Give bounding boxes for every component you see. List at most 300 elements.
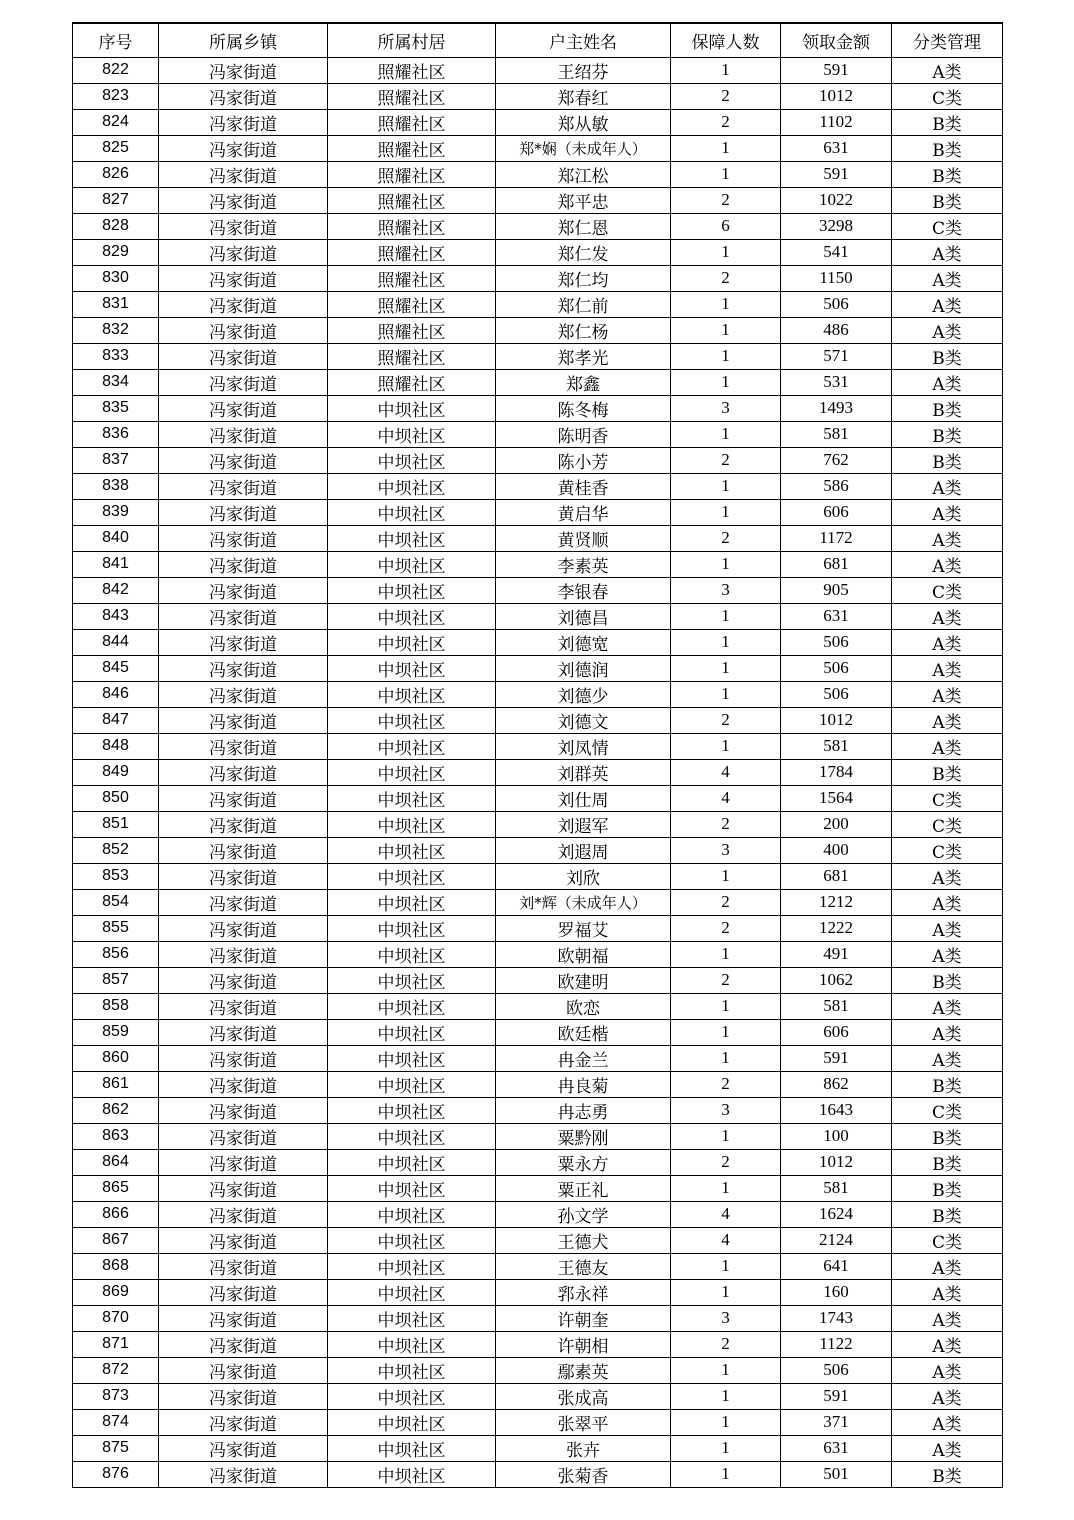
cell-seq: 871 [73,1331,159,1357]
cell-householder: 刘群英 [496,759,671,785]
cell-category: B类 [892,759,1003,785]
cell-village: 中坝社区 [328,1331,496,1357]
cell-township: 冯家街道 [159,473,328,499]
cell-covered-persons: 1 [671,473,781,499]
cell-township: 冯家街道 [159,733,328,759]
cell-householder: 刘遐军 [496,811,671,837]
table-row [73,1435,1003,1461]
cell-covered-persons: 4 [671,759,781,785]
cell-amount: 591 [781,57,892,83]
cell-township: 冯家街道 [159,1123,328,1149]
table-row [73,967,1003,993]
cell-amount: 591 [781,1383,892,1409]
cell-seq: 851 [73,811,159,837]
cell-seq: 852 [73,837,159,863]
cell-covered-persons: 1 [671,681,781,707]
cell-seq: 875 [73,1435,159,1461]
cell-covered-persons: 1 [671,1175,781,1201]
cell-covered-persons: 1 [671,941,781,967]
table-row [73,239,1003,265]
cell-category: B类 [892,447,1003,473]
cell-seq: 847 [73,707,159,733]
cell-village: 中坝社区 [328,551,496,577]
cell-amount: 1564 [781,785,892,811]
table-row [73,1097,1003,1123]
cell-amount: 1212 [781,889,892,915]
cell-category: A类 [892,1279,1003,1305]
cell-amount: 506 [781,291,892,317]
header-householder: 户主姓名 [496,23,671,57]
cell-category: B类 [892,395,1003,421]
cell-covered-persons: 2 [671,1071,781,1097]
cell-village: 中坝社区 [328,525,496,551]
cell-seq: 837 [73,447,159,473]
cell-seq: 833 [73,343,159,369]
cell-township: 冯家街道 [159,1383,328,1409]
cell-village: 中坝社区 [328,1149,496,1175]
cell-seq: 842 [73,577,159,603]
cell-township: 冯家街道 [159,837,328,863]
cell-covered-persons: 2 [671,187,781,213]
cell-village: 中坝社区 [328,681,496,707]
cell-village: 中坝社区 [328,1279,496,1305]
cell-category: A类 [892,629,1003,655]
cell-amount: 200 [781,811,892,837]
table-row [73,1305,1003,1331]
cell-village: 中坝社区 [328,1305,496,1331]
table-row [73,369,1003,395]
cell-village: 中坝社区 [328,1409,496,1435]
cell-category: B类 [892,1201,1003,1227]
cell-township: 冯家街道 [159,759,328,785]
cell-seq: 862 [73,1097,159,1123]
cell-township: 冯家街道 [159,213,328,239]
cell-township: 冯家街道 [159,1175,328,1201]
cell-township: 冯家街道 [159,187,328,213]
cell-covered-persons: 2 [671,447,781,473]
cell-covered-persons: 1 [671,1357,781,1383]
cell-amount: 531 [781,369,892,395]
cell-amount: 160 [781,1279,892,1305]
relief-roster-table [72,22,1003,1488]
table-row [73,1019,1003,1045]
cell-village: 中坝社区 [328,1201,496,1227]
cell-amount: 1222 [781,915,892,941]
cell-township: 冯家街道 [159,421,328,447]
cell-village: 中坝社区 [328,1097,496,1123]
cell-village: 中坝社区 [328,1253,496,1279]
cell-householder: 许朝奎 [496,1305,671,1331]
cell-village: 中坝社区 [328,629,496,655]
cell-category: A类 [892,1357,1003,1383]
cell-householder: 郑仁均 [496,265,671,291]
cell-seq: 848 [73,733,159,759]
cell-category: C类 [892,577,1003,603]
cell-amount: 486 [781,317,892,343]
cell-village: 照耀社区 [328,135,496,161]
cell-village: 中坝社区 [328,499,496,525]
cell-householder: 郑*娴（未成年人） [496,135,671,161]
cell-householder: 李银春 [496,577,671,603]
cell-amount: 541 [781,239,892,265]
table-row [73,135,1003,161]
cell-seq: 870 [73,1305,159,1331]
cell-amount: 1012 [781,83,892,109]
table-row [73,811,1003,837]
cell-householder: 王绍芬 [496,57,671,83]
cell-township: 冯家街道 [159,1461,328,1487]
table-row [73,603,1003,629]
cell-covered-persons: 2 [671,707,781,733]
cell-amount: 506 [781,655,892,681]
cell-amount: 506 [781,1357,892,1383]
cell-amount: 591 [781,1045,892,1071]
cell-amount: 1150 [781,265,892,291]
cell-village: 中坝社区 [328,1383,496,1409]
cell-amount: 631 [781,603,892,629]
table-row [73,1045,1003,1071]
table-row [73,837,1003,863]
table-row [73,109,1003,135]
cell-village: 中坝社区 [328,577,496,603]
cell-category: B类 [892,109,1003,135]
table-row [73,1071,1003,1097]
cell-category: A类 [892,941,1003,967]
cell-village: 中坝社区 [328,1461,496,1487]
cell-amount: 1012 [781,1149,892,1175]
header-township: 所属乡镇 [159,23,328,57]
cell-village: 中坝社区 [328,395,496,421]
cell-householder: 刘德宽 [496,629,671,655]
table-row [73,889,1003,915]
cell-amount: 506 [781,629,892,655]
cell-householder: 刘仕周 [496,785,671,811]
cell-township: 冯家街道 [159,655,328,681]
cell-category: B类 [892,967,1003,993]
cell-village: 中坝社区 [328,655,496,681]
cell-seq: 834 [73,369,159,395]
cell-amount: 1102 [781,109,892,135]
cell-covered-persons: 1 [671,1461,781,1487]
cell-seq: 853 [73,863,159,889]
cell-householder: 郑仁发 [496,239,671,265]
cell-amount: 1122 [781,1331,892,1357]
cell-amount: 631 [781,135,892,161]
cell-householder: 刘凤情 [496,733,671,759]
cell-covered-persons: 6 [671,213,781,239]
cell-householder: 王德犬 [496,1227,671,1253]
cell-amount: 681 [781,551,892,577]
cell-householder: 粟正礼 [496,1175,671,1201]
cell-seq: 829 [73,239,159,265]
cell-householder: 欧朝福 [496,941,671,967]
cell-township: 冯家街道 [159,135,328,161]
cell-seq: 863 [73,1123,159,1149]
cell-amount: 641 [781,1253,892,1279]
cell-amount: 571 [781,343,892,369]
cell-township: 冯家街道 [159,1253,328,1279]
cell-township: 冯家街道 [159,681,328,707]
table-row [73,785,1003,811]
cell-amount: 371 [781,1409,892,1435]
cell-category: A类 [892,525,1003,551]
cell-householder: 刘德少 [496,681,671,707]
cell-seq: 867 [73,1227,159,1253]
cell-category: B类 [892,1123,1003,1149]
table-row [73,473,1003,499]
cell-village: 照耀社区 [328,239,496,265]
cell-covered-persons: 2 [671,967,781,993]
cell-village: 中坝社区 [328,941,496,967]
cell-category: A类 [892,499,1003,525]
cell-village: 中坝社区 [328,1357,496,1383]
cell-seq: 824 [73,109,159,135]
cell-seq: 844 [73,629,159,655]
cell-householder: 张翠平 [496,1409,671,1435]
cell-category: B类 [892,1175,1003,1201]
cell-householder: 张卉 [496,1435,671,1461]
cell-category: A类 [892,1409,1003,1435]
cell-category: A类 [892,1383,1003,1409]
cell-category: A类 [892,915,1003,941]
cell-category: C类 [892,1227,1003,1253]
cell-seq: 864 [73,1149,159,1175]
cell-covered-persons: 1 [671,499,781,525]
cell-amount: 491 [781,941,892,967]
cell-township: 冯家街道 [159,1227,328,1253]
table-row [73,1357,1003,1383]
cell-seq: 832 [73,317,159,343]
cell-covered-persons: 1 [671,239,781,265]
table-row [73,629,1003,655]
cell-village: 照耀社区 [328,213,496,239]
table-row [73,759,1003,785]
cell-village: 中坝社区 [328,837,496,863]
cell-householder: 李素英 [496,551,671,577]
table-row [73,1149,1003,1175]
cell-amount: 862 [781,1071,892,1097]
cell-covered-persons: 2 [671,83,781,109]
cell-township: 冯家街道 [159,785,328,811]
header-village: 所属村居 [328,23,496,57]
cell-township: 冯家街道 [159,369,328,395]
cell-seq: 860 [73,1045,159,1071]
cell-category: B类 [892,135,1003,161]
cell-householder: 冉金兰 [496,1045,671,1071]
cell-covered-persons: 1 [671,603,781,629]
cell-householder: 刘德昌 [496,603,671,629]
cell-village: 中坝社区 [328,1071,496,1097]
cell-township: 冯家街道 [159,889,328,915]
table-row [73,57,1003,83]
cell-householder: 粟黔刚 [496,1123,671,1149]
cell-amount: 501 [781,1461,892,1487]
cell-seq: 827 [73,187,159,213]
table-row [73,733,1003,759]
relief-roster-sheet [72,22,1002,1488]
table-row [73,915,1003,941]
cell-township: 冯家街道 [159,1019,328,1045]
cell-seq: 839 [73,499,159,525]
cell-covered-persons: 2 [671,811,781,837]
cell-village: 中坝社区 [328,447,496,473]
cell-covered-persons: 1 [671,655,781,681]
cell-village: 中坝社区 [328,1123,496,1149]
cell-amount: 586 [781,473,892,499]
cell-covered-persons: 2 [671,265,781,291]
cell-amount: 3298 [781,213,892,239]
cell-covered-persons: 2 [671,889,781,915]
cell-amount: 1172 [781,525,892,551]
table-row [73,707,1003,733]
cell-category: A类 [892,733,1003,759]
cell-seq: 857 [73,967,159,993]
cell-amount: 581 [781,1175,892,1201]
cell-township: 冯家街道 [159,291,328,317]
cell-township: 冯家街道 [159,1331,328,1357]
cell-township: 冯家街道 [159,395,328,421]
cell-township: 冯家街道 [159,499,328,525]
cell-covered-persons: 3 [671,837,781,863]
cell-householder: 罗福艾 [496,915,671,941]
cell-covered-persons: 1 [671,993,781,1019]
cell-seq: 874 [73,1409,159,1435]
cell-township: 冯家街道 [159,1045,328,1071]
cell-township: 冯家街道 [159,57,328,83]
cell-category: B类 [892,161,1003,187]
cell-category: C类 [892,1097,1003,1123]
cell-householder: 郑平忠 [496,187,671,213]
cell-seq: 846 [73,681,159,707]
cell-village: 中坝社区 [328,733,496,759]
cell-category: A类 [892,1305,1003,1331]
cell-amount: 1784 [781,759,892,785]
cell-category: A类 [892,57,1003,83]
cell-householder: 郑仁恩 [496,213,671,239]
cell-category: A类 [892,265,1003,291]
cell-category: A类 [892,863,1003,889]
cell-seq: 841 [73,551,159,577]
cell-village: 中坝社区 [328,473,496,499]
cell-category: C类 [892,83,1003,109]
cell-covered-persons: 2 [671,915,781,941]
header-category: 分类管理 [892,23,1003,57]
cell-category: A类 [892,239,1003,265]
cell-township: 冯家街道 [159,967,328,993]
cell-householder: 许朝相 [496,1331,671,1357]
table-row [73,1123,1003,1149]
cell-seq: 826 [73,161,159,187]
cell-covered-persons: 1 [671,1409,781,1435]
cell-covered-persons: 1 [671,733,781,759]
cell-covered-persons: 3 [671,1097,781,1123]
table-row [73,1227,1003,1253]
cell-seq: 825 [73,135,159,161]
cell-amount: 905 [781,577,892,603]
table-row [73,343,1003,369]
cell-seq: 876 [73,1461,159,1487]
table-row [73,317,1003,343]
cell-householder: 欧建明 [496,967,671,993]
cell-village: 中坝社区 [328,1019,496,1045]
table-row [73,1331,1003,1357]
cell-township: 冯家街道 [159,109,328,135]
cell-amount: 1643 [781,1097,892,1123]
cell-covered-persons: 2 [671,109,781,135]
cell-covered-persons: 1 [671,1123,781,1149]
table-row [73,213,1003,239]
cell-covered-persons: 4 [671,785,781,811]
cell-covered-persons: 1 [671,421,781,447]
cell-village: 中坝社区 [328,993,496,1019]
cell-householder: 刘德文 [496,707,671,733]
table-row [73,863,1003,889]
cell-householder: 孙文学 [496,1201,671,1227]
table-row [73,187,1003,213]
cell-category: B类 [892,1071,1003,1097]
cell-amount: 1012 [781,707,892,733]
cell-amount: 762 [781,447,892,473]
cell-township: 冯家街道 [159,161,328,187]
cell-seq: 859 [73,1019,159,1045]
cell-householder: 郛永祥 [496,1279,671,1305]
cell-village: 中坝社区 [328,603,496,629]
cell-householder: 黄启华 [496,499,671,525]
cell-covered-persons: 3 [671,395,781,421]
cell-amount: 1022 [781,187,892,213]
cell-category: A类 [892,707,1003,733]
cell-covered-persons: 3 [671,1305,781,1331]
cell-householder: 欧恋 [496,993,671,1019]
cell-village: 中坝社区 [328,1435,496,1461]
cell-township: 冯家街道 [159,1097,328,1123]
table-row [73,1461,1003,1487]
table-body [73,57,1003,1487]
cell-amount: 1624 [781,1201,892,1227]
cell-covered-persons: 1 [671,57,781,83]
cell-householder: 郑鑫 [496,369,671,395]
table-row [73,291,1003,317]
cell-amount: 400 [781,837,892,863]
cell-township: 冯家街道 [159,863,328,889]
table-row [73,447,1003,473]
cell-covered-persons: 1 [671,863,781,889]
cell-township: 冯家街道 [159,239,328,265]
cell-covered-persons: 1 [671,1045,781,1071]
cell-householder: 郑江松 [496,161,671,187]
cell-covered-persons: 2 [671,1149,781,1175]
cell-category: A类 [892,1045,1003,1071]
cell-township: 冯家街道 [159,993,328,1019]
cell-householder: 刘欣 [496,863,671,889]
cell-seq: 823 [73,83,159,109]
cell-township: 冯家街道 [159,577,328,603]
cell-seq: 866 [73,1201,159,1227]
cell-category: B类 [892,421,1003,447]
cell-township: 冯家街道 [159,265,328,291]
cell-village: 照耀社区 [328,265,496,291]
cell-amount: 2124 [781,1227,892,1253]
header-amount: 领取金额 [781,23,892,57]
cell-village: 照耀社区 [328,317,496,343]
cell-seq: 845 [73,655,159,681]
cell-category: C类 [892,811,1003,837]
cell-householder: 陈冬梅 [496,395,671,421]
cell-village: 照耀社区 [328,343,496,369]
cell-township: 冯家街道 [159,447,328,473]
cell-householder: 刘遐周 [496,837,671,863]
cell-township: 冯家街道 [159,811,328,837]
